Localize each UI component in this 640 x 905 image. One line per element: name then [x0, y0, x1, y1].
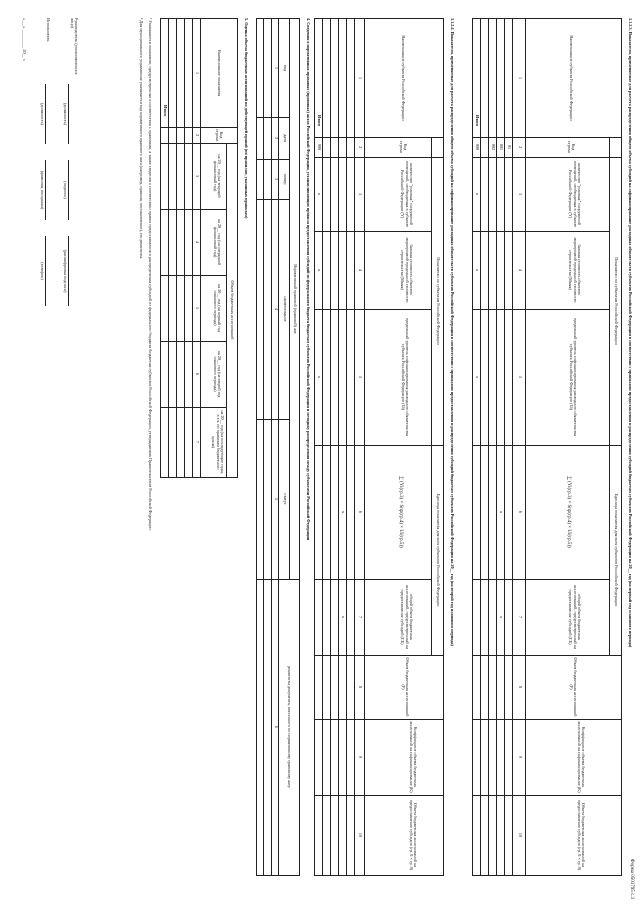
- executor-phone-caption: (телефон): [40, 262, 45, 280]
- s1-num-6: 6: [518, 510, 523, 514]
- s1-group-indicators: Показатели по субъектам Российской Федерации: [614, 257, 619, 345]
- s5-col-y1: на 20__ год (на текущий финансовый год): [212, 154, 222, 198]
- s2-x-mark: x: [317, 375, 322, 379]
- s5-col-y4: на 20__ год (на второй год планового периода): [212, 350, 222, 398]
- s2-col-cost: базовая стоимость объектов/мероприятий предельной стоимости строительства (Мвыя): [400, 237, 414, 303]
- s5-col-y5: на 20__ год (на последующие годы, в т.ч. по правилам бюджетного цикла): [211, 410, 225, 474]
- s1-total-code: 900: [475, 143, 480, 151]
- s1-group-need: Единица показателя для всех субъектов Российской Федерации: [614, 493, 619, 607]
- section4-title: 4. Сведения о нормативных правовых (правовых) актах Российской Федерации, устанавливающих правила предоставления субсидий из федерального бюджета бюджетам субъектов Российской Федерации и методику распределения между субъектами Российской Федерации: [306, 18, 311, 541]
- s2-col-code: Код строки: [398, 140, 408, 154]
- s5-num-3: 3: [195, 174, 200, 178]
- s2-col-total: общий объем бюджетных ассигнований, предусмотренный на предоставление субсидий (СБ): [400, 585, 414, 649]
- s1-col-result: Объем бюджетных ассигнований на предоставление субсидии (гр. 8 × гр. 9): [576, 799, 586, 871]
- s5-num-4: 4: [195, 240, 200, 244]
- section5-title: 5. Оценка объема бюджетных ассигнований по действующей правой (по правилам, указанных правилам): [244, 18, 249, 219]
- s5-group: Объем бюджетных ассигнований: [230, 280, 235, 340]
- section2-title: 3.1.2.4. Показатели, применяемые для расчета распределения общего объема субсидий на софинансирование расходных обязательств субъектов Российской Федерации в соответствии с правилами предоставления и распределения субсидий бюджетам субъектов Российской Федерации на 20__ год (на второй год планового периода): [450, 18, 455, 646]
- s2-num-1: 1: [358, 76, 363, 80]
- s2-x-mark: x: [317, 192, 322, 196]
- s5-total-label: Итого: [163, 105, 168, 117]
- s2-col-result: Объем бюджетных ассигнований на предоставление субсидии (гр. 8 × гр. 9): [408, 799, 418, 871]
- section4-table: [256, 18, 300, 876]
- signature-date: «___» _________ 20__ г.: [22, 18, 27, 62]
- s2-num-4: 4: [358, 268, 363, 272]
- s2-total-code: 900: [317, 143, 322, 151]
- s4-group: Нормативный правовой (правовой) акт: [293, 264, 298, 334]
- s2-total-label: Итого: [317, 115, 322, 127]
- s2-num-2: 2: [358, 145, 363, 149]
- s1-num-1: 1: [518, 76, 523, 80]
- s5-col-code: Код строки: [214, 128, 224, 142]
- s1-total-label: Итого: [475, 115, 480, 127]
- s4-col-link: реквизиты документа, внесенного по нормативному правовому акту: [287, 666, 292, 788]
- s1-num-9: 9: [518, 755, 523, 759]
- s2-x-mark: x: [341, 615, 346, 619]
- head-label: Руководитель (уполномоченное лицо): [69, 18, 79, 75]
- s2-group-need: Единица показателя для всех субъектов Российской Федерации: [436, 493, 441, 607]
- s2-num-10: 10: [358, 832, 363, 838]
- s1-num-5: 5: [518, 375, 523, 379]
- s1-col-name: Наименование субъекта Российской Федерации: [569, 35, 574, 121]
- form-label: Форма 0503795 с.3: [629, 858, 634, 899]
- s4-num-6: 6: [274, 725, 279, 729]
- s5-col-y2: на 20__ год (на очередной финансовый год): [212, 218, 222, 266]
- s1-x-mark: x: [475, 375, 480, 379]
- s2-col-coef: Коэффициент объема бюджетных ассигнований на софинансирование (K): [408, 721, 418, 793]
- s1-row-code: 002: [491, 143, 496, 151]
- s2-group-indicators: Показатели по субъектам Российской Федерации: [436, 257, 441, 345]
- head-position-caption: (должность): [63, 103, 68, 125]
- s5-num-1: 1: [195, 71, 200, 75]
- s5-col-name: Наименование показателя: [217, 49, 222, 97]
- s4-col-date: дата: [283, 134, 288, 142]
- s1-row-code: 001: [499, 143, 504, 151]
- s4-col-type: вид: [283, 64, 288, 72]
- s2-col-level: предельный уровень софинансирования расходного обязательства субъекта Российской Федерации (Ui): [400, 317, 410, 437]
- s1-col-code: Код строки: [566, 140, 576, 154]
- s2-col-fed: Объем бюджетных ассигнований (F): [400, 657, 410, 717]
- s1-num-7: 7: [518, 615, 523, 619]
- section5-table: [160, 18, 238, 478]
- s2-num-3: 3: [358, 192, 363, 196]
- s2-num-9: 9: [358, 755, 363, 759]
- s1-col-total: общий объем бюджетных ассигнований, предусмотренный на предоставление субсидий (СБ): [568, 585, 582, 649]
- s1-num-8: 8: [518, 685, 523, 689]
- s1-num-4: 4: [518, 268, 523, 272]
- s4-col-name: наименование: [283, 296, 288, 322]
- s2-formula: ∑ (Yi(гр.3) × Sпр(гр.4) × Ui(гр.5)): [398, 476, 403, 548]
- footnote: ¹ Указываются показатели, предусмотренные в соответствии с правилами, а также сведения о соответствии правил предоставления и распределения субсидий из федерального бюджета бюджетам субъектов Российской Федерации, утверждаемых Правительством Российской Федерации.: [148, 18, 153, 531]
- s1-num-3: 3: [518, 192, 523, 196]
- executor-position-caption: (должность): [40, 103, 45, 125]
- s2-x-mark: x: [317, 268, 322, 272]
- s2-x-mark: x: [341, 510, 346, 514]
- s5-num-6: 6: [195, 372, 200, 376]
- s1-num-2: 2: [518, 145, 523, 149]
- s4-col-num: номер: [283, 173, 288, 185]
- section2-table: [314, 18, 444, 876]
- s1-col-level: предельный уровень софинансирования расходного обязательства субъекта Российской Федерации (Ui): [568, 317, 578, 437]
- footnote: ² Для муниципального управления: указывается вид нормативного правового акта (например, правила, постановление), его реквизиты.: [139, 18, 144, 260]
- s1-num-10: 10: [518, 832, 523, 838]
- s1-col-fed: Объем бюджетных ассигнований (F): [568, 657, 578, 717]
- s4-num-2: 2: [274, 136, 279, 140]
- s1-x-mark: x: [499, 510, 504, 514]
- s2-num-8: 8: [358, 685, 363, 689]
- s1-col-count: количество "узловых" сооружений помещений, необходимых в субъекте Российской Федерации (Y): [568, 160, 582, 228]
- s2-num-7: 7: [358, 615, 363, 619]
- s1-x-mark: x: [499, 615, 504, 619]
- executor-fio-caption: (фамилия, инициалы): [40, 170, 45, 210]
- executor-label: Исполнитель: [46, 18, 51, 42]
- s4-col-status: статус: [283, 493, 288, 505]
- s4-num-4: 4: [274, 307, 279, 311]
- s2-col-count: количество "узловых" сооружений помещений, необходимых в субъекте Российской Федерации (Y): [400, 160, 414, 228]
- s5-col-y3: на 20__ год (на первый год планового периода): [212, 284, 222, 332]
- s1-col-cost: базовая стоимость объектов/мероприятий предельной стоимости строительства (Мвыя): [568, 237, 582, 303]
- section1-title: 3.1.2.3. Показатели, применяемые для расчета распределения общего объема субсидий на софинансирование расходных обязательств субъектов Российской Федерации в соответствии с правилами предоставления и распределения субсидий бюджетам субъектов Российской Федерации на 20__ год (на первый год планового периода): [628, 18, 633, 648]
- head-decode-caption: (расшифровка подписи): [63, 249, 68, 293]
- s4-num-5: 5: [274, 497, 279, 501]
- s2-num-5: 5: [358, 375, 363, 379]
- s4-num-3: 3: [274, 177, 279, 181]
- s1-row-code: 01: [507, 144, 512, 150]
- section1-table: [472, 18, 622, 876]
- s5-num-2: 2: [195, 133, 200, 137]
- s1-x-mark: x: [475, 192, 480, 196]
- s1-x-mark: x: [475, 268, 480, 272]
- s5-num-5: 5: [195, 306, 200, 310]
- s1-formula: ∑ (Yi(гр.3) × Sпр(гр.4) × Ui(гр.5)): [566, 476, 571, 548]
- head-signature-caption: (подпись): [63, 181, 68, 199]
- s1-col-coef: Коэффициент объема бюджетных ассигнований на софинансирование (K): [576, 721, 586, 793]
- s2-num-6: 6: [358, 510, 363, 514]
- s4-num-1: 1: [274, 66, 279, 70]
- s2-col-name: Наименование субъекта Российской Федерации: [401, 35, 406, 121]
- s5-num-7: 7: [195, 440, 200, 444]
